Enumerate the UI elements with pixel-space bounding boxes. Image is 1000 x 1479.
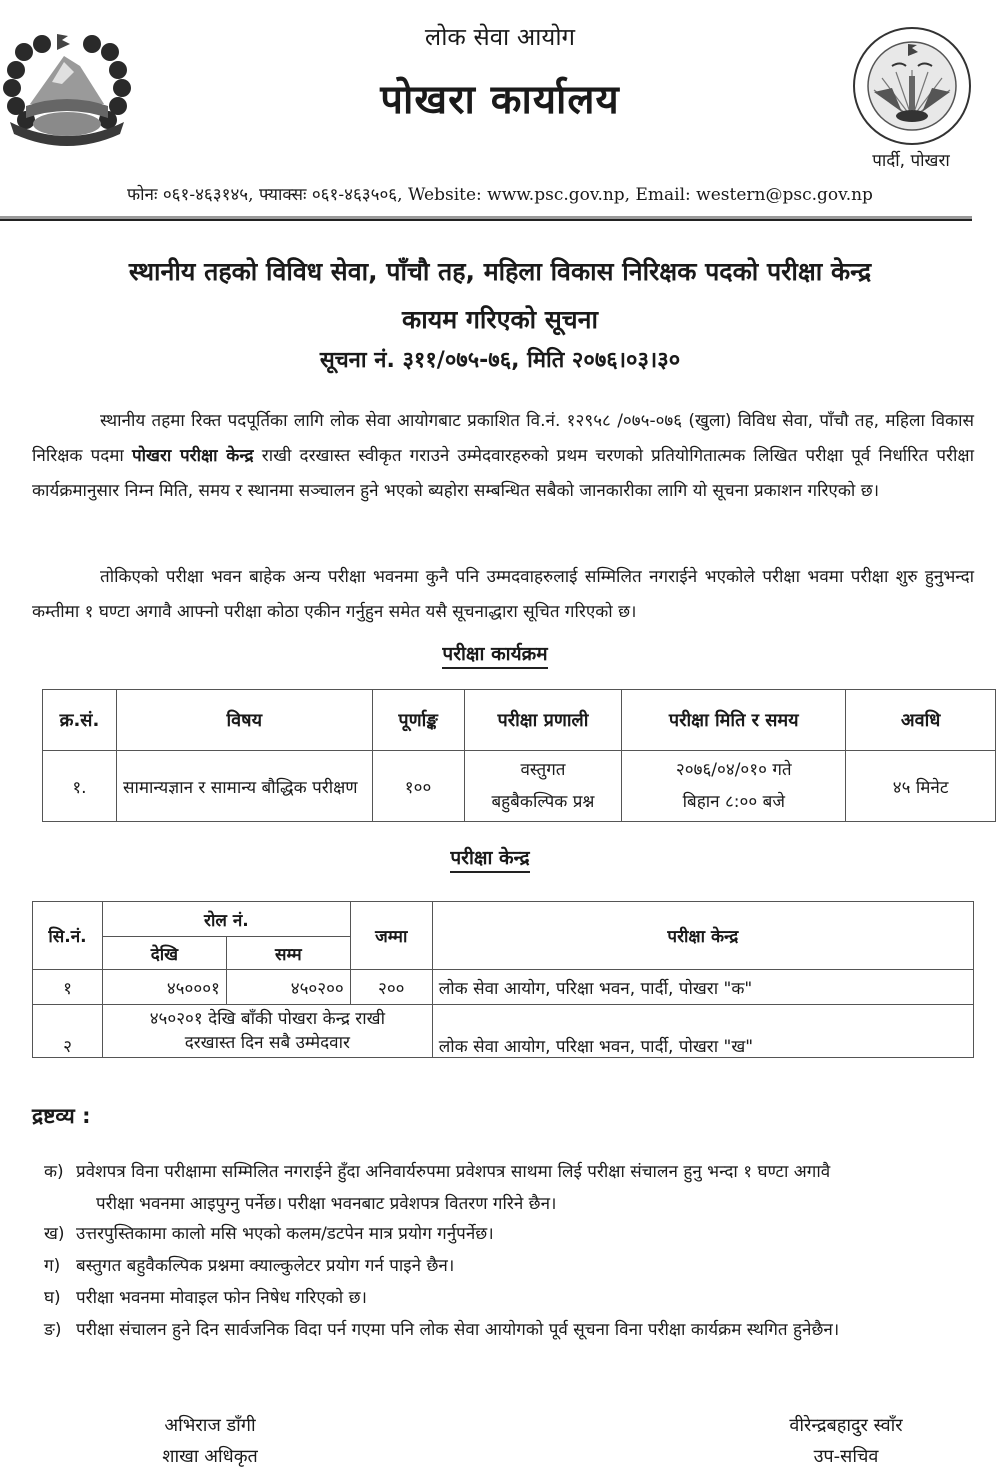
table-row bbox=[43, 751, 996, 822]
column-header: देखि bbox=[102, 937, 226, 970]
note-text: बस्तुगत बहुवैकल्पिक प्रश्नमा क्याल्कुलेटर प्रयोग गर्न पाइने छैन। bbox=[76, 1256, 455, 1276]
column-header: जम्मा bbox=[350, 902, 432, 970]
column-header: सम्म bbox=[226, 937, 350, 970]
column-header: पूर्णाङ्क bbox=[372, 690, 464, 751]
roll-to-cell: ४५०२०० bbox=[226, 970, 350, 1005]
center-heading-text: परीक्षा केन्द्र bbox=[450, 847, 529, 873]
exam-date-line: २०७६/०४/०१० गते bbox=[675, 760, 792, 780]
signatory-title: उप-सचिव bbox=[813, 1446, 879, 1467]
exam-schedule-table bbox=[42, 689, 996, 822]
duration-cell: ४५ मिनेट bbox=[846, 751, 996, 822]
paragraph-text: राखी दरखास्त स्वीकृत गराउने उम्मेदवारहरुको प्रथम चरणको प्रतियोगितात्मक लिखित परीक्षा पूर्व निर्धारित परीक्षा कार्यक्रमानुसार निम्न मिति, समय र स्थानमा सञ्चालन हुने भएको ब्यहोरा सम्बन्धित सबैको जानकारीका लागि यो सूचना प्रकाशन गरिएको छ। bbox=[32, 446, 975, 501]
paragraph-bold-text: पोखरा परीक्षा केन्द्र bbox=[132, 446, 254, 466]
signatory-name: वीरेन्द्रबहादुर स्वाँर bbox=[789, 1415, 903, 1436]
column-header: अवधि bbox=[846, 690, 996, 751]
note-item bbox=[44, 1314, 984, 1346]
roll-range-line: ४५०२०१ देखि बाँकी पोखरा केन्द्र राखी bbox=[149, 1009, 385, 1029]
schedule-heading-text: परीक्षा कार्यक्रम bbox=[442, 643, 547, 669]
table-row bbox=[33, 1005, 974, 1058]
note-item bbox=[44, 1282, 984, 1314]
signatory-title: शाखा अधिकृत bbox=[162, 1446, 258, 1467]
exam-time-line: बिहान ८:०० बजे bbox=[682, 792, 785, 812]
column-header: विषय bbox=[116, 690, 372, 751]
full-marks-cell: १०० bbox=[372, 751, 464, 822]
contact-line: फोनः ०६१-४६३१४५, फ्याक्सः ०६१-४६३५०६, Website: www.psc.gov.np, Email: western@psc.gov.np bbox=[127, 185, 873, 205]
signature-block-right bbox=[736, 1410, 956, 1472]
serial-cell: २ bbox=[33, 1005, 103, 1058]
note-text: परीक्षा संचालन हुने दिन सार्वजनिक विदा पर्न गएमा पनि लोक सेवा आयोगको पूर्व सूचना विना परीक्षा कार्यक्रम स्थगित हुनेछैन। bbox=[76, 1320, 840, 1340]
exam-system-cell bbox=[464, 751, 622, 822]
subject-cell: सामान्यज्ञान र सामान्य बौद्धिक परीक्षण bbox=[116, 751, 372, 822]
exam-system-line: वस्तुगत bbox=[520, 760, 566, 780]
note-label: ख) bbox=[44, 1224, 65, 1244]
signature-block-left bbox=[100, 1410, 320, 1472]
column-header: सि.नं. bbox=[33, 902, 103, 970]
note-label: ङ) bbox=[44, 1320, 62, 1340]
schedule-heading bbox=[0, 640, 990, 666]
column-header: रोल नं. bbox=[102, 902, 350, 937]
notice-title: स्थानीय तहको विविध सेवा, पाँचौ तह, महिला विकास निरिक्षक पदको परीक्षा केन्द्र bbox=[128, 257, 872, 286]
note-item bbox=[44, 1218, 984, 1250]
column-header: परीक्षा प्रणाली bbox=[464, 690, 622, 751]
paragraph-text: स्थानीय तहमा रिक्त पदपूर्तिका लागि लोक सेवा आयोगबाट प्रकाशित वि.नं. १२९५८ /०७५-०७६ (खुला) विविध सेवा, पाँचौ तह, महिला विकास निरिक्षक पदमा bbox=[32, 411, 974, 466]
exam-center-table bbox=[32, 901, 974, 1058]
note-text: परीक्षा भवनमा मोवाइल फोन निषेध गरिएको छ। bbox=[76, 1288, 367, 1308]
body-paragraph-2 bbox=[32, 560, 974, 630]
seal-caption: पार्दी, पोखरा bbox=[872, 151, 950, 171]
note-text: उत्तरपुस्तिकामा कालो मसि भएको कलम/डटपेन मात्र प्रयोग गर्नुपर्नेछ। bbox=[76, 1224, 494, 1244]
notice-reference: सूचना नं. ३११/०७५-७६, मिति २०७६।०३।३० bbox=[319, 348, 681, 373]
exam-system-line: बहुबैकल्पिक प्रश्न bbox=[491, 792, 595, 812]
serial-cell: १. bbox=[43, 751, 117, 822]
note-label: ग) bbox=[44, 1256, 61, 1276]
office-name: पोखरा कार्यालय bbox=[380, 77, 620, 123]
notice-title-continued: कायम गरिएको सूचना bbox=[402, 305, 598, 334]
signatory-name: अभिराज डाँगी bbox=[164, 1415, 256, 1436]
note-item bbox=[44, 1250, 984, 1282]
note-label: क) bbox=[44, 1162, 64, 1182]
note-label: घ) bbox=[44, 1288, 61, 1308]
body-paragraph-1 bbox=[32, 404, 974, 509]
note-text: प्रवेशपत्र विना परीक्षामा सम्मिलित नगराईने हुँदा अनिवार्यरुपमा प्रवेशपत्र साथमा लिई परीक्षा संचालन हुनु भन्दा १ घण्टा अगावै bbox=[76, 1162, 831, 1182]
column-header: परीक्षा केन्द्र bbox=[432, 902, 973, 970]
center-cell: लोक सेवा आयोग, परिक्षा भवन, पार्दी, पोखरा "ख" bbox=[432, 1005, 973, 1058]
center-cell: लोक सेवा आयोग, परिक्षा भवन, पार्दी, पोखरा "क" bbox=[432, 970, 973, 1005]
table-header-row bbox=[33, 902, 974, 937]
table-header-row bbox=[43, 690, 996, 751]
exam-date-cell bbox=[622, 751, 846, 822]
serial-cell: १ bbox=[33, 970, 103, 1005]
notes-heading: द्रष्टव्य : bbox=[32, 1104, 91, 1128]
roll-from-cell: ४५०००१ bbox=[102, 970, 226, 1005]
note-text-continued: परीक्षा भवनमा आइपुग्नु पर्नेछ। परीक्षा भवनबाट प्रवेशपत्र वितरण गरिने छैन। bbox=[96, 1194, 557, 1214]
header-divider bbox=[0, 216, 972, 221]
column-header: क्र.सं. bbox=[43, 690, 117, 751]
paragraph-text: तोकिएको परीक्षा भवन बाहेक अन्य परीक्षा भवनमा कुनै पनि उम्मदवाहरुलाई सम्मिलित नगराईने भएकोले परीक्षा भवमा परीक्षा शुरु हुनुभन्दा कम्तीमा १ घण्टा अगावै आफ्नो परीक्षा कोठा एकीन गर्नुहुन समेत यसै सूचनाद्धारा सूचित गरिएको छ। bbox=[32, 567, 974, 622]
note-item bbox=[44, 1156, 984, 1220]
psc-seal-logo bbox=[852, 26, 972, 146]
roll-range-cell bbox=[102, 1005, 432, 1058]
roll-range-line: दरखास्त दिन सबै उम्मेदवार bbox=[184, 1033, 350, 1053]
center-heading bbox=[0, 844, 980, 870]
organization-name: लोक सेवा आयोग bbox=[424, 23, 576, 51]
total-cell: २०० bbox=[350, 970, 432, 1005]
column-header: परीक्षा मिति र समय bbox=[622, 690, 846, 751]
table-row bbox=[33, 970, 974, 1005]
